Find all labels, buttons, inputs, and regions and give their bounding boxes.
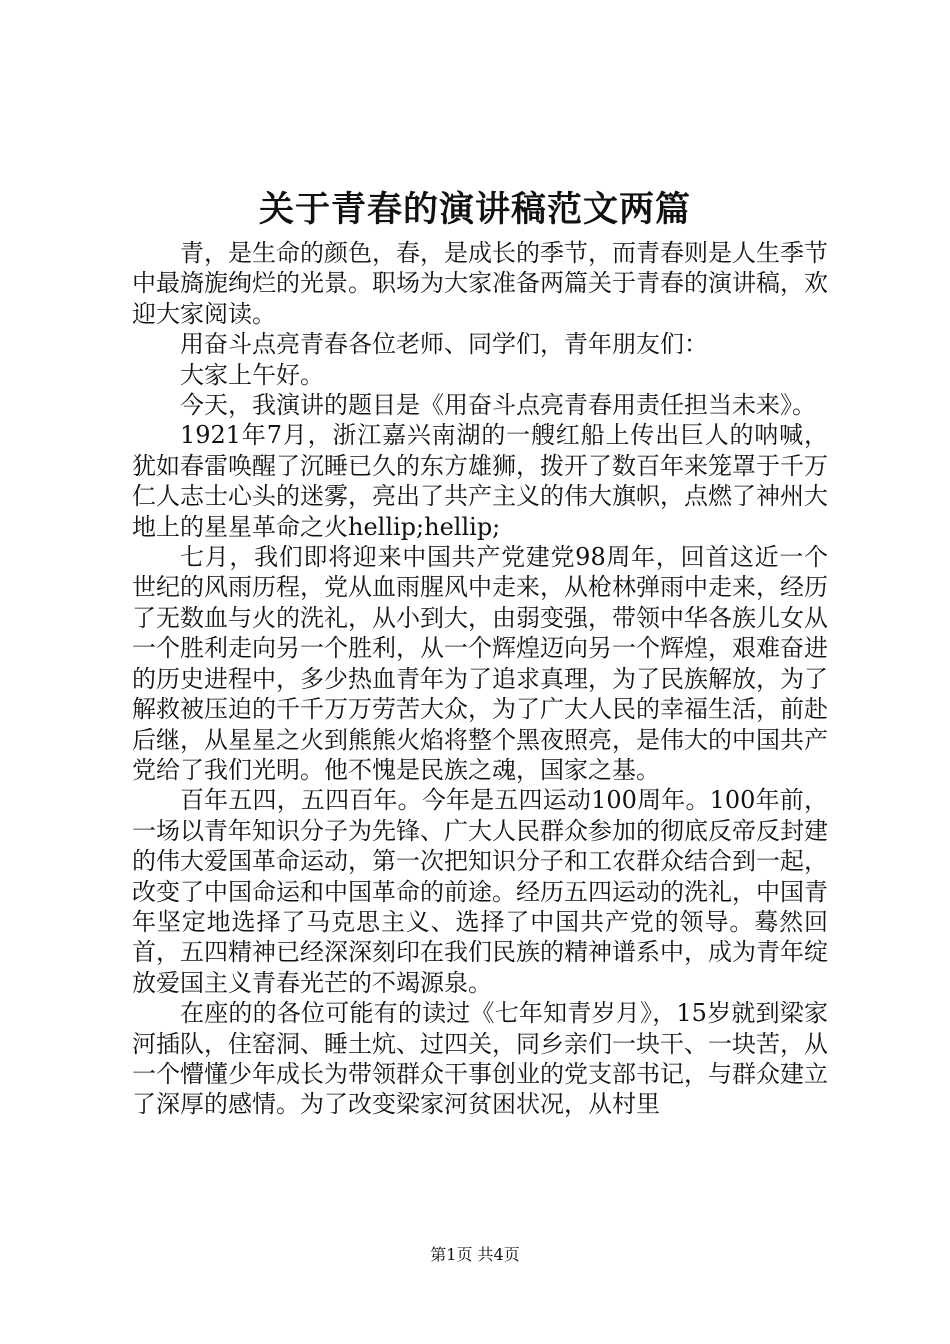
page-footer: 第1页 共4页: [430, 1245, 520, 1264]
paragraph-may-fourth: 百年五四，五四百年。今年是五四运动100周年。100年前，一场以青年知识分子为先锋、广大人民群众参加的彻底反帝反封建的伟大爱国革命运动，第一次把知识分子和工农群众结合到一起，改变了中国命运和中国革命的前途。经历五四运动的洗礼，中国青年坚定地选择了马克思主义、选择了中国共产党的领导。蓦然回首，五四精神已经深深刻印在我们民族的精神谱系中，成为青年绽放爱国主义青春光芒的不竭源泉。: [132, 786, 828, 997]
paragraph-intro: 青，是生命的颜色，春，是成长的季节，而青春则是人生季节中最旖旎绚烂的光景。职场为大家准备两篇关于青春的演讲稿，欢迎大家阅读。: [132, 239, 828, 328]
paragraph-liangjiahe: 在座的的各位可能有的读过《七年知青岁月》，15岁就到梁家河插队，住窑洞、睡土炕、过四关，同乡亲们一块干、一块苦，从一个懵懂少年成长为带领群众干事创业的党支部书记，与群众建立了深厚的感情。为了改变梁家河贫困状况，从村里: [132, 999, 828, 1119]
paragraph-greeting: 大家上午好。: [180, 360, 324, 389]
paragraph-salutation: 用奋斗点亮青春各位老师、同学们，青年朋友们：: [180, 330, 708, 359]
paragraph-topic: 今天，我演讲的题目是《用奋斗点亮青春用责任担当未来》。: [180, 391, 816, 420]
document-title: 关于青春的演讲稿范文两篇: [258, 189, 691, 230]
paragraph-1921: 1921年7月，浙江嘉兴南湖的一艘红船上传出巨人的呐喊，犹如春雷唤醒了沉睡已久的东方雄狮，拨开了数百年来笼罩于千万仁人志士心头的迷雾，亮出了共产主义的伟大旗帜，点燃了神州大地上的星星革命之火hellip;hellip;: [132, 421, 828, 541]
document-body: [132, 238, 828, 1120]
paragraph-july: 七月，我们即将迎来中国共产党建党98周年，回首这近一个世纪的风雨历程，党从血雨腥风中走来，从枪林弹雨中走来，经历了无数血与火的洗礼，从小到大，由弱变强，带领中华各族儿女从一个胜利走向另一个胜利，从一个辉煌迈向另一个辉煌，艰难奋进的历史进程中，多少热血青年为了追求真理，为了民族解放，为了解救被压迫的千千万万劳苦大众，为了广大人民的幸福生活，前赴后继，从星星之火到熊熊火焰将整个黑夜照亮，是伟大的中国共产党给了我们光明。他不愧是民族之魂，国家之基。: [132, 543, 828, 784]
